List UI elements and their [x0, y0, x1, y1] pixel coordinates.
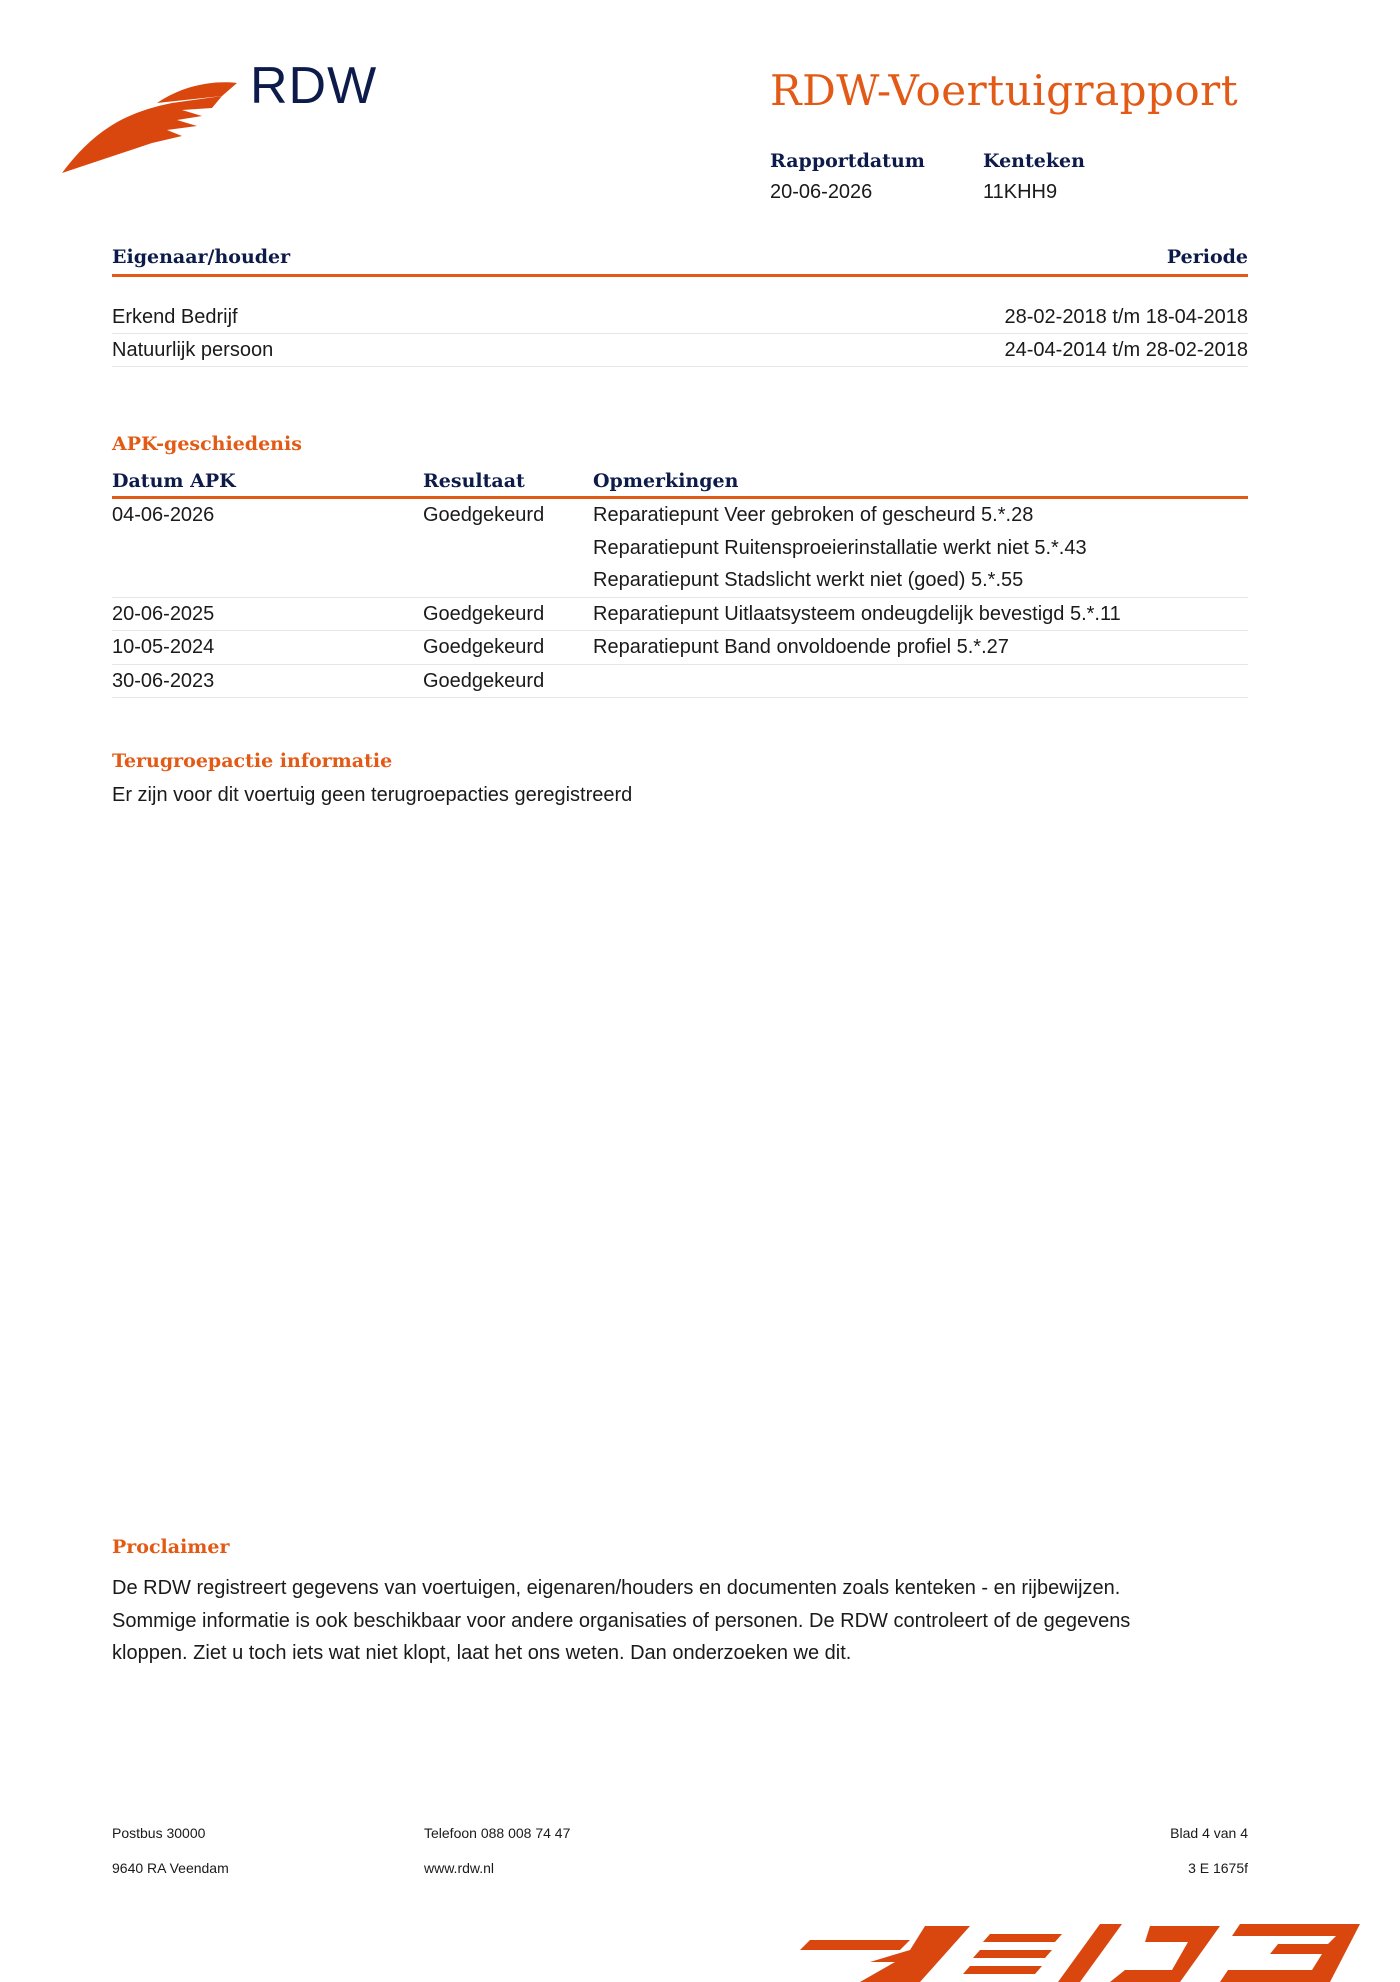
apk-date-header: Datum APK — [112, 470, 236, 492]
apk-row — [112, 499, 1248, 598]
report-date-value: 20-06-2026 — [770, 181, 873, 203]
plate-block — [983, 150, 1085, 204]
apk-result: Goedgekeurd — [423, 504, 545, 526]
logo-text: RDW — [250, 57, 378, 115]
proclaimer-title: Proclaimer — [112, 1536, 230, 1558]
footer-postbus: Postbus 30000 — [112, 1825, 206, 1841]
apk-result-header: Resultaat — [423, 470, 525, 492]
plate-label: Kenteken — [983, 150, 1085, 172]
footer-phone: Telefoon 088 008 74 47 — [424, 1825, 571, 1841]
apk-row — [112, 598, 1248, 632]
owner-row — [112, 301, 1248, 334]
apk-remarks-header: Opmerkingen — [593, 470, 739, 492]
apk-remark: Reparatiepunt Band onvoldoende profiel 5.*.27 — [593, 636, 1009, 658]
owner-row — [112, 334, 1248, 367]
owner-column-header: Eigenaar/houder — [112, 246, 291, 268]
owner-table-header — [112, 246, 1248, 277]
footer-page-number: Blad 4 van 4 — [1170, 1825, 1248, 1841]
proclaimer-line: Sommige informatie is ook beschikbaar voor andere organisaties of personen. De RDW controleert of de gegevens — [112, 1609, 1131, 1632]
proclaimer-line: De RDW registreert gegevens van voertuigen, eigenaren/houders en documenten zoals kenteken - en rijbewijzen. — [112, 1577, 1121, 1599]
apk-row — [112, 665, 1248, 699]
apk-row — [112, 631, 1248, 665]
recall-section-title: Terugroepactie informatie — [112, 750, 393, 772]
report-date-block — [770, 150, 925, 204]
apk-section-title: APK-geschiedenis — [112, 433, 302, 455]
apk-remark: Reparatiepunt Uitlaatsysteem ondeugdelijk bevestigd 5.*.11 — [593, 602, 1121, 625]
plate-value: 11KHH9 — [983, 181, 1058, 203]
footer-contact — [424, 1816, 570, 1886]
recall-text: Er zijn voor dit voertuig geen terugroepacties geregistreerd — [112, 784, 633, 806]
apk-remark: Reparatiepunt Veer gebroken of gescheurd 5.*.28 — [593, 504, 1034, 526]
owner-name: Erkend Bedrijf — [112, 306, 238, 328]
apk-date: 10-05-2024 — [112, 636, 215, 658]
apk-remark: Reparatiepunt Ruitensproeierinstallatie werkt niet 5.*.43 — [593, 536, 1087, 559]
apk-result: Goedgekeurd — [423, 636, 545, 658]
apk-table-header — [112, 470, 1248, 499]
footer-page-info — [1050, 1816, 1248, 1886]
apk-date: 30-06-2023 — [112, 669, 215, 692]
proclaimer-line: kloppen. Ziet u toch iets wat niet klopt, laat het ons weten. Dan onderzoeken we dit. — [112, 1642, 852, 1664]
apk-remark — [593, 665, 1248, 698]
footer-address — [112, 1816, 229, 1886]
apk-date: 20-06-2025 — [112, 602, 215, 625]
footer-doc-code: 3 E 1675f — [1188, 1860, 1248, 1876]
apk-date: 04-06-2026 — [112, 504, 215, 526]
owner-name: Natuurlijk persoon — [112, 339, 274, 361]
report-title: RDW-Voertuigrapport — [770, 66, 1239, 115]
apk-remark: Reparatiepunt Stadslicht werkt niet (goed) 5.*.55 — [593, 569, 1024, 591]
footer-website-link[interactable]: www.rdw.nl — [424, 1860, 495, 1876]
report-date-label: Rapportdatum — [770, 150, 925, 172]
proclaimer-text — [112, 1572, 1252, 1670]
footer-city: 9640 RA Veendam — [112, 1860, 229, 1876]
apk-table — [112, 470, 1248, 698]
owner-period: 28-02-2018 t/m 18-04-2018 — [1004, 306, 1248, 328]
owner-table — [112, 246, 1248, 367]
apk-result: Goedgekeurd — [423, 602, 545, 625]
period-column-header: Periode — [1166, 246, 1248, 268]
decorative-stripes-icon — [800, 1920, 1400, 1982]
owner-period: 24-04-2014 t/m 28-02-2018 — [1004, 339, 1248, 361]
apk-result: Goedgekeurd — [423, 669, 545, 692]
